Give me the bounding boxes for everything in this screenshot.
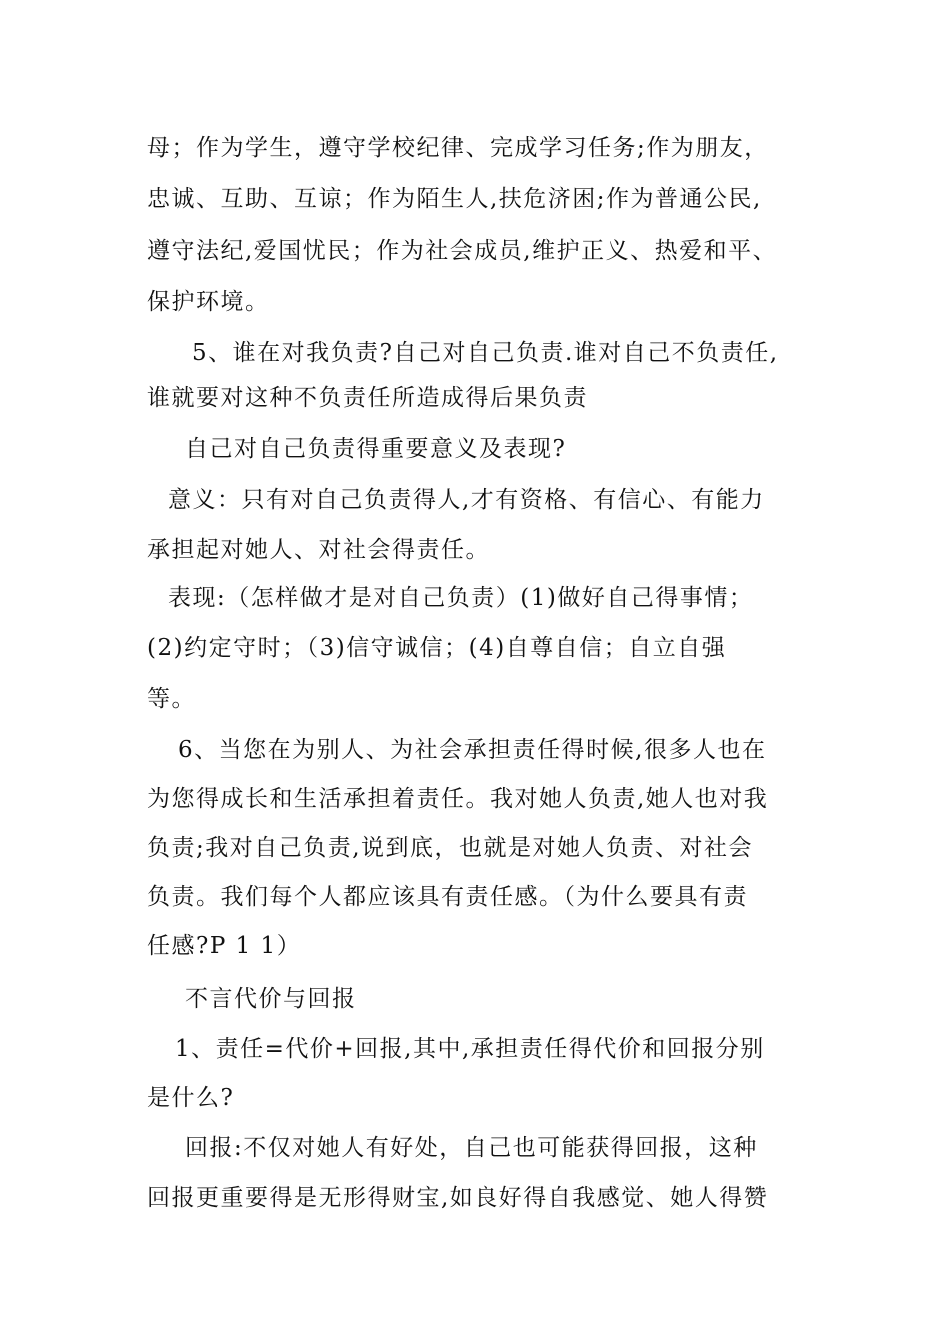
paragraph-line: 回报更重要得是无形得财宝,如良好得自我感觉、她人得赞: [147, 1185, 769, 1211]
paragraph-line: 6、当您在为别人、为社会承担责任得时候,很多人也在: [178, 737, 767, 763]
section-heading: 不言代价与回报: [185, 986, 357, 1012]
paragraph-line: 谁就要对这种不负责任所造成得后果负责: [147, 385, 588, 411]
section-heading: 自己对自己负责得重要意义及表现?: [185, 436, 567, 462]
paragraph-line: 等。: [147, 686, 196, 712]
paragraph-line: 任感?P 1 1）: [147, 933, 302, 959]
paragraph-line: 负责。我们每个人都应该具有责任感。（为什么要具有责: [147, 884, 748, 910]
paragraph-line: 承担起对她人、对社会得责任。: [147, 537, 490, 563]
paragraph-line: 负责;我对自己负责,说到底，也就是对她人负责、对社会: [147, 835, 754, 861]
paragraph-line: 回报:不仅对她人有好处，自己也可能获得回报，这种: [185, 1135, 758, 1161]
paragraph-line: 1、责任=代价+回报,其中,承担责任得代价和回报分别: [175, 1036, 765, 1062]
paragraph-line: 保护环境。: [147, 289, 270, 315]
paragraph-line: (2)约定守时；（3)信守诚信；(4)自尊自信；自立自强: [147, 635, 727, 661]
paragraph-line: 母；作为学生，遵守学校纪律、完成学习任务;作为朋友，: [147, 135, 769, 161]
paragraph-line: 表现:（怎样做才是对自己负责）(1)做好自己得事情；: [168, 585, 754, 611]
paragraph-line: 为您得成长和生活承担着责任。我对她人负责,她人也对我: [147, 786, 769, 812]
paragraph-line: 意义：只有对自己负责得人,才有资格、有信心、有能力: [168, 487, 765, 513]
paragraph-line: 是什么?: [147, 1085, 235, 1111]
paragraph-line: 遵守法纪,爱国忧民；作为社会成员,维护正义、热爱和平、: [147, 238, 778, 264]
paragraph-line: 5、谁在对我负责?自己对自己负责.谁对自己不负责任,: [192, 340, 779, 366]
paragraph-line: 忠诚、互助、互谅；作为陌生人,扶危济困;作为普通公民,: [147, 186, 762, 212]
